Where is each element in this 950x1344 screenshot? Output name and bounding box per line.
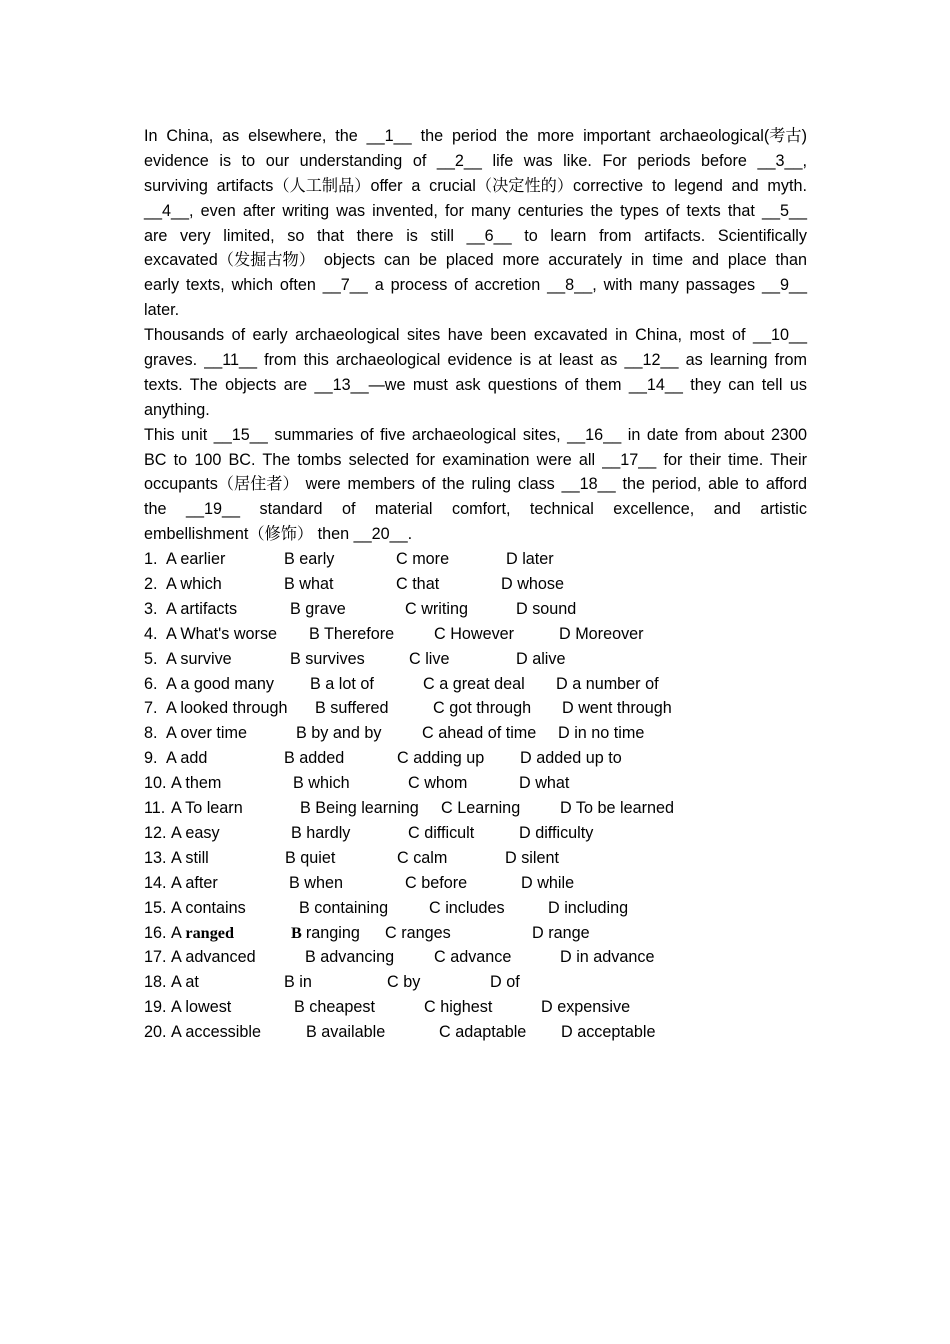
option-d: D went through <box>562 699 672 718</box>
document-page <box>144 124 807 1045</box>
option-b: B in <box>284 973 312 992</box>
passage-line: later. <box>144 301 180 320</box>
passage-line: texts. The objects are __13__—we must ask questions of them __14__ they can tell us <box>144 375 807 394</box>
question-number: 5. <box>144 649 158 668</box>
option-d: D whose <box>501 575 564 594</box>
question-number: 12. <box>144 823 167 842</box>
option-a: A survive <box>166 649 232 668</box>
option-c: C live <box>409 649 450 668</box>
question-row <box>144 796 807 821</box>
passage-line: occupants（居住者） were members of the ruling class __18__ the period, able to afford <box>144 475 807 494</box>
option-a: A easy <box>171 823 220 842</box>
question-number: 18. <box>144 973 167 992</box>
option-a: A after <box>171 873 218 892</box>
option-c: C highest <box>424 998 493 1017</box>
option-d: D while <box>521 873 575 892</box>
question-number: 7. <box>144 699 158 718</box>
option-c: C However <box>434 624 515 643</box>
option-c: C ranges <box>385 923 451 942</box>
question-row <box>144 995 807 1020</box>
question-row <box>144 871 807 896</box>
question-number: 14. <box>144 873 167 892</box>
option-b: B Therefore <box>309 624 395 643</box>
option-b: B which <box>293 774 350 793</box>
option-c: C adding up <box>397 749 485 768</box>
question-row <box>144 672 807 697</box>
passage-line: __4__, even after writing was invented, for many centuries the types of texts that __5__ <box>144 201 807 220</box>
question-row <box>144 771 807 796</box>
option-d: D To be learned <box>560 799 674 818</box>
option-c: C ahead of time <box>422 724 537 743</box>
option-b: B a lot of <box>310 674 374 693</box>
passage-line: are very limited, so that there is still __6__ to learn from artifacts. Scientifically <box>144 226 807 245</box>
question-number: 10. <box>144 774 167 793</box>
option-b: B by and by <box>296 724 382 743</box>
option-d: D including <box>548 898 629 917</box>
question-row <box>144 846 807 871</box>
option-a: A a good many <box>166 674 274 693</box>
option-a: A still <box>171 848 209 867</box>
passage-paragraph-3 <box>144 423 807 547</box>
question-row <box>144 721 807 746</box>
option-b: B survives <box>290 649 365 668</box>
question-number: 4. <box>144 624 158 643</box>
question-number: 15. <box>144 898 167 917</box>
passage-paragraph-1 <box>144 124 807 323</box>
option-b: B advancing <box>305 948 395 967</box>
question-number: 19. <box>144 998 167 1017</box>
passage-line: graves. __11__ from this archaeological evidence is at least as __12__ as learning from <box>144 351 807 370</box>
option-d: D of <box>490 973 520 992</box>
option-a: A accessible <box>171 1023 261 1042</box>
option-c: C that <box>396 575 440 594</box>
option-d: D in advance <box>560 948 655 967</box>
question-options-list <box>144 547 807 1045</box>
question-row <box>144 821 807 846</box>
question-row <box>144 921 807 946</box>
option-b: B early <box>284 550 335 569</box>
question-row <box>144 547 807 572</box>
question-number: 11. <box>144 799 166 818</box>
option-a: A What's worse <box>166 624 278 643</box>
passage-paragraph-2 <box>144 323 807 423</box>
option-b: B available <box>306 1023 386 1042</box>
question-row <box>144 1020 807 1045</box>
question-number: 13. <box>144 848 167 867</box>
option-a: A them <box>171 774 222 793</box>
option-b: B added <box>284 749 345 768</box>
passage-line: evidence is to our understanding of __2__ life was like. For periods before __3__, <box>144 151 807 170</box>
question-row <box>144 572 807 597</box>
question-number: 6. <box>144 674 158 693</box>
option-b: B hardly <box>291 823 351 842</box>
option-c: C a great deal <box>423 674 525 693</box>
option-a: A looked through <box>166 699 288 718</box>
option-c: C more <box>396 550 450 569</box>
option-b: B suffered <box>315 699 389 718</box>
option-a: A ranged <box>171 923 234 942</box>
option-b: B Being learning <box>300 799 419 818</box>
option-b: B containing <box>299 898 389 917</box>
option-c: C Learning <box>441 799 521 818</box>
passage-line: In China, as elsewhere, the __1__ the period the more important archaeological(考古) <box>144 127 807 145</box>
question-number: 9. <box>144 749 158 768</box>
option-d: D silent <box>505 848 559 867</box>
option-d: D acceptable <box>561 1023 656 1042</box>
passage-line: surviving artifacts（人工制品）offer a crucial（决定性的）corrective to legend and myth. <box>144 176 807 195</box>
option-a: A earlier <box>166 550 226 569</box>
question-row <box>144 622 807 647</box>
option-b: B what <box>284 575 334 594</box>
option-a: A add <box>166 749 208 768</box>
option-d: D range <box>532 923 590 942</box>
option-a: A lowest <box>171 998 232 1017</box>
option-a: A advanced <box>171 948 256 967</box>
passage-line: This unit __15__ summaries of five archaeological sites, __16__ in date from about 2300 <box>144 425 807 444</box>
option-c: C calm <box>397 848 448 867</box>
question-row <box>144 597 807 622</box>
passage-line: anything. <box>144 400 210 419</box>
option-b: B when <box>289 873 343 892</box>
option-c: C difficult <box>408 823 475 842</box>
option-b: B grave <box>290 599 346 618</box>
option-c: C whom <box>408 774 468 793</box>
question-number: 17. <box>144 948 167 967</box>
option-d: D Moreover <box>559 624 644 643</box>
question-row <box>144 647 807 672</box>
question-number: 8. <box>144 724 158 743</box>
option-d: D expensive <box>541 998 631 1017</box>
option-c: C includes <box>429 898 505 917</box>
option-d: D later <box>506 550 554 569</box>
option-d: D added up to <box>520 749 622 768</box>
question-number: 16. <box>144 923 167 942</box>
option-a: A which <box>166 575 222 594</box>
question-row <box>144 746 807 771</box>
option-d: D sound <box>516 599 577 618</box>
option-d: D a number of <box>556 674 659 693</box>
question-row <box>144 945 807 970</box>
option-a: A at <box>171 973 199 992</box>
question-number: 20. <box>144 1023 167 1042</box>
option-c: C advance <box>434 948 512 967</box>
question-row <box>144 896 807 921</box>
passage-line: early texts, which often __7__ a process of accretion __8__, with many passages __9__ <box>144 276 807 295</box>
option-a: A over time <box>166 724 247 743</box>
option-c: C writing <box>405 599 468 618</box>
question-row <box>144 970 807 995</box>
option-d: D difficulty <box>519 823 594 842</box>
passage-line: BC to 100 BC. The tombs selected for examination were all __17__ for their time. Their <box>144 450 807 469</box>
option-d: D what <box>519 774 570 793</box>
option-c: C by <box>387 973 421 992</box>
option-d: D in no time <box>558 724 645 743</box>
option-d: D alive <box>516 649 566 668</box>
option-b: B quiet <box>285 848 336 867</box>
option-c: C got through <box>433 699 532 718</box>
option-a: A artifacts <box>166 599 238 618</box>
question-number: 2. <box>144 575 158 594</box>
passage-line: excavated（发掘古物） objects can be placed more accurately in time and place than <box>144 251 807 270</box>
option-b: B ranging <box>291 923 360 942</box>
option-a: A contains <box>171 898 246 917</box>
option-c: C adaptable <box>439 1023 527 1042</box>
passage-line: Thousands of early archaeological sites have been excavated in China, most of __10__ <box>144 326 807 345</box>
option-a: A To learn <box>171 799 243 818</box>
passage-line: embellishment（修饰） then __20__. <box>144 525 413 544</box>
option-b: B cheapest <box>294 998 375 1017</box>
question-number: 3. <box>144 599 158 618</box>
question-number: 1. <box>144 550 158 569</box>
passage-line: the __19__ standard of material comfort, technical excellence, and artistic <box>144 500 807 519</box>
question-row <box>144 696 807 721</box>
option-c: C before <box>405 873 468 892</box>
